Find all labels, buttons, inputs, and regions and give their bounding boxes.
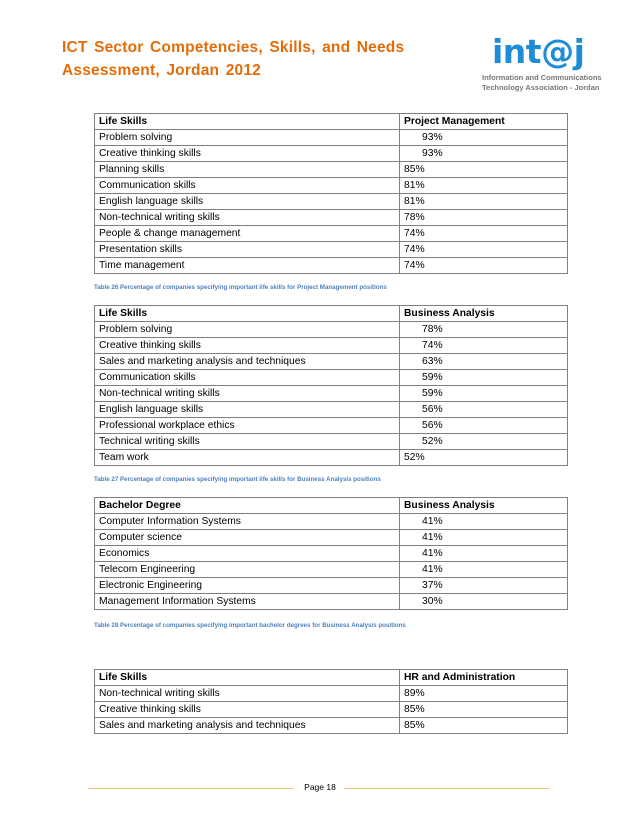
header-cell: Project Management <box>400 114 568 130</box>
skill-cell: Professional workplace ethics <box>95 418 400 434</box>
percent-cell: 81% <box>400 178 568 194</box>
table-project-management-life-skills <box>94 113 568 274</box>
header-cell: Life Skills <box>95 670 400 686</box>
percent-cell: 81% <box>400 194 568 210</box>
header-cell: HR and Administration <box>400 670 568 686</box>
table-row <box>95 146 568 162</box>
skill-cell: Communication skills <box>95 178 400 194</box>
degree-cell: Management Information Systems <box>95 594 400 610</box>
percent-cell: 56% <box>400 402 568 418</box>
table-row <box>95 178 568 194</box>
skill-cell: Non-technical writing skills <box>95 386 400 402</box>
percent-cell: 93% <box>400 146 568 162</box>
skill-cell: Problem solving <box>95 322 400 338</box>
table-row <box>95 562 568 578</box>
header-cell: Business Analysis <box>400 498 568 514</box>
percent-cell: 78% <box>400 322 568 338</box>
table-row <box>95 402 568 418</box>
skill-cell: Communication skills <box>95 370 400 386</box>
table-caption: Table 26 Percentage of companies specifying important life skills for Project Management positions <box>94 284 387 291</box>
percent-cell: 52% <box>400 434 568 450</box>
header-cell: Bachelor Degree <box>95 498 400 514</box>
skill-cell: Creative thinking skills <box>95 338 400 354</box>
footer-divider-right <box>344 788 550 789</box>
skill-cell: Creative thinking skills <box>95 702 400 718</box>
degree-cell: Electronic Engineering <box>95 578 400 594</box>
skill-cell: English language skills <box>95 194 400 210</box>
percent-cell: 85% <box>400 162 568 178</box>
degree-cell: Computer science <box>95 530 400 546</box>
footer-divider-left <box>88 788 294 789</box>
table-row <box>95 514 568 530</box>
percent-cell: 41% <box>400 562 568 578</box>
percent-cell: 85% <box>400 718 568 734</box>
skill-cell: Time management <box>95 258 400 274</box>
table-row <box>95 702 568 718</box>
skill-cell: Planning skills <box>95 162 400 178</box>
table-row <box>95 450 568 466</box>
percent-cell: 56% <box>400 418 568 434</box>
percent-cell: 59% <box>400 386 568 402</box>
degree-cell: Economics <box>95 546 400 562</box>
header-cell: Business Analysis <box>400 306 568 322</box>
header-cell: Life Skills <box>95 306 400 322</box>
percent-cell: 63% <box>400 354 568 370</box>
percent-cell: 74% <box>400 258 568 274</box>
table-row <box>95 718 568 734</box>
percent-cell: 74% <box>400 226 568 242</box>
logo-subtitle-line2: Technology Association - Jordan <box>482 83 600 92</box>
percent-cell: 41% <box>400 530 568 546</box>
skill-cell: Presentation skills <box>95 242 400 258</box>
table-business-analysis-life-skills <box>94 305 568 466</box>
logo-subtitle <box>482 73 622 93</box>
percent-cell: 78% <box>400 210 568 226</box>
table-row <box>95 418 568 434</box>
table-row <box>95 194 568 210</box>
table-caption: Table 28 Percentage of companies specifying important bachelor degrees for Business Analysis positions <box>94 622 406 629</box>
table-business-analysis-degrees <box>94 497 568 610</box>
skill-cell: English language skills <box>95 402 400 418</box>
percent-cell: 30% <box>400 594 568 610</box>
table-row <box>95 354 568 370</box>
table-row <box>95 162 568 178</box>
page-number: Page 18 <box>304 782 336 792</box>
table-row <box>95 686 568 702</box>
table-row <box>95 226 568 242</box>
percent-cell: 89% <box>400 686 568 702</box>
table-header-row <box>95 306 568 322</box>
skill-cell: Technical writing skills <box>95 434 400 450</box>
skill-cell: People & change management <box>95 226 400 242</box>
table-row <box>95 242 568 258</box>
table-row <box>95 210 568 226</box>
table-header-row <box>95 498 568 514</box>
skill-cell: Creative thinking skills <box>95 146 400 162</box>
table-row <box>95 258 568 274</box>
percent-cell: 41% <box>400 514 568 530</box>
percent-cell: 93% <box>400 130 568 146</box>
table-header-row <box>95 670 568 686</box>
degree-cell: Telecom Engineering <box>95 562 400 578</box>
table-hr-administration-life-skills <box>94 669 568 734</box>
intaj-logo <box>478 33 628 103</box>
skill-cell: Non-technical writing skills <box>95 686 400 702</box>
logo-subtitle-line1: Information and Communications <box>482 73 602 82</box>
table-row <box>95 370 568 386</box>
table-row <box>95 578 568 594</box>
percent-cell: 41% <box>400 546 568 562</box>
table-caption: Table 27 Percentage of companies specifying important life skills for Business Analysis positions <box>94 476 381 483</box>
header-cell: Life Skills <box>95 114 400 130</box>
percent-cell: 37% <box>400 578 568 594</box>
table-row <box>95 546 568 562</box>
percent-cell: 74% <box>400 338 568 354</box>
table-row <box>95 338 568 354</box>
percent-cell: 85% <box>400 702 568 718</box>
percent-cell: 52% <box>400 450 568 466</box>
table-row <box>95 530 568 546</box>
table-row <box>95 386 568 402</box>
percent-cell: 74% <box>400 242 568 258</box>
table-row <box>95 130 568 146</box>
skill-cell: Non-technical writing skills <box>95 210 400 226</box>
skill-cell: Team work <box>95 450 400 466</box>
skill-cell: Sales and marketing analysis and techniques <box>95 718 400 734</box>
table-row <box>95 322 568 338</box>
skill-cell: Problem solving <box>95 130 400 146</box>
table-row <box>95 434 568 450</box>
table-row <box>95 594 568 610</box>
degree-cell: Computer Information Systems <box>95 514 400 530</box>
percent-cell: 59% <box>400 370 568 386</box>
table-header-row <box>95 114 568 130</box>
skill-cell: Sales and marketing analysis and techniques <box>95 354 400 370</box>
logo-wordmark: int@j <box>492 32 585 71</box>
document-title: ICT Sector Competencies, Skills, and Needs Assessment, Jordan 2012 <box>62 39 405 79</box>
